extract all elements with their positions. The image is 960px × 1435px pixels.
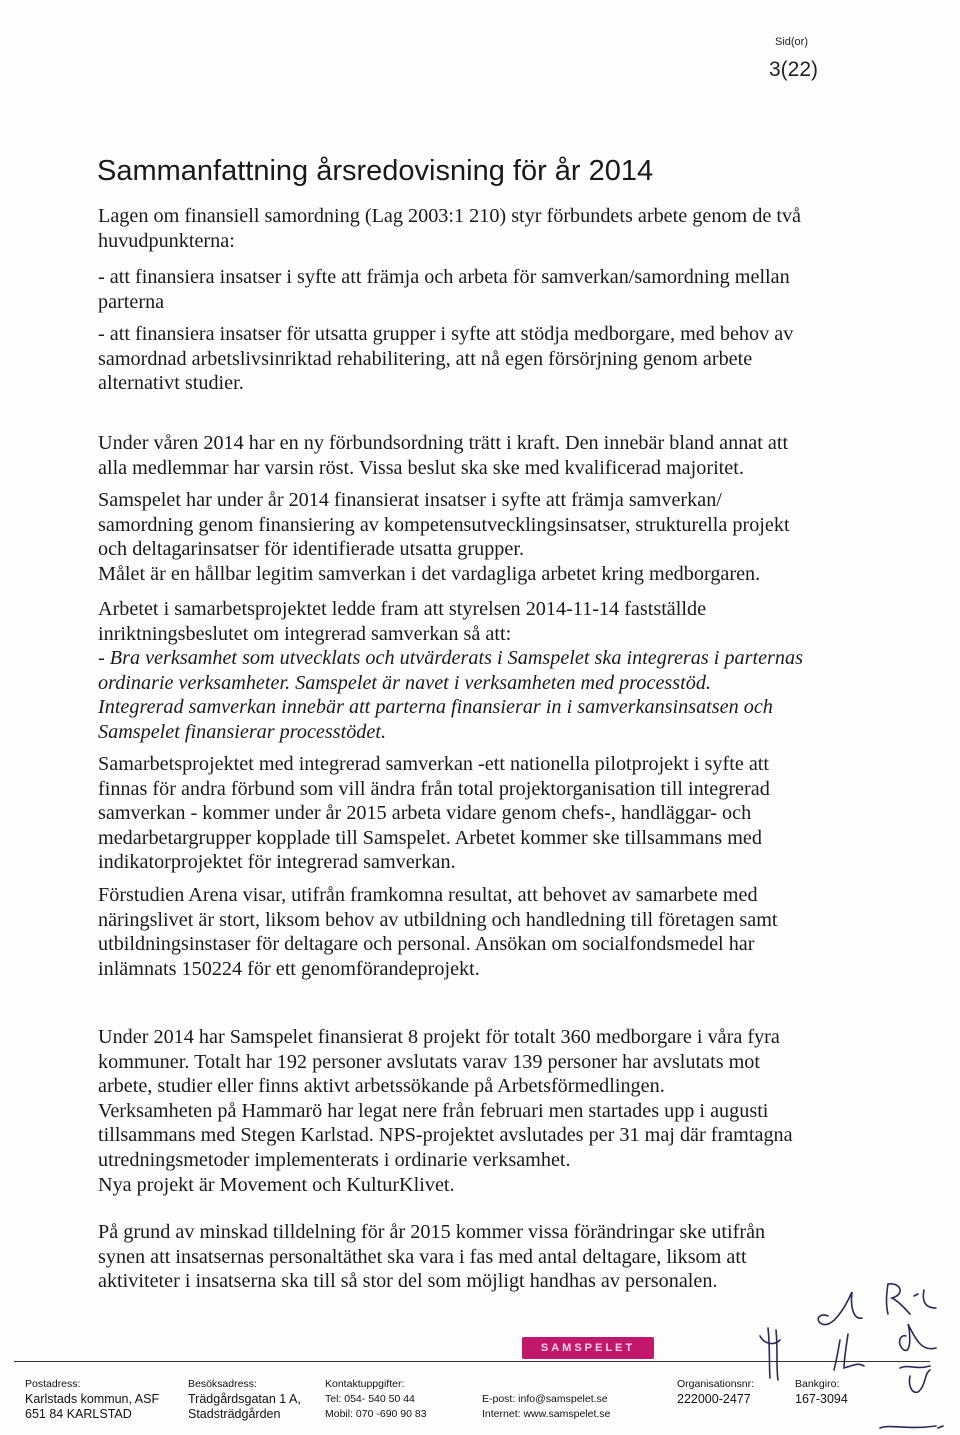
paragraph-ordinance: Under våren 2014 har en ny förbundsordning trätt i kraft. Den innebär bland annat att alla medlemmar har varsin röst. Vissa beslut ska ske med kvalificerad majoritet. [98,432,789,479]
footer-internet: Internet: www.samspelet.se [482,1408,611,1420]
footer-org [677,1377,754,1407]
visit-line-1: Trädgårdsgatan 1 A, [188,1392,301,1406]
paragraph-changes: På grund av minskad tilldelning för år 2015 kommer vissa förändringar ske utifrån synen att insatsernas personaltäthet ska vara i fas med antal deltagare, liksom att aktiviteter i insatserna ska till så stor del som möjligt handhas av personalen. [98,1221,766,1293]
contact-label: Kontaktuppgifter: [325,1378,405,1390]
contact-phone: Tel: 054- 540 50 44 [325,1393,415,1405]
footer-web [482,1377,610,1422]
visit-line-2: Stadsträdgården [188,1407,281,1421]
visit-label: Besöksadress: [188,1378,257,1390]
paragraph-point-1: - att finansiera insatser i syfte att främja och arbeta för samverkan/samordning mellan parterna [98,266,790,313]
postal-label: Postadress: [25,1378,81,1390]
paragraph-point-2: - att finansiera insatser för utsatta grupper i syfte att stödja medborgare, med behov av samordnad arbetslivsinriktad rehabilitering, att nå egen försörjning genom arbete alternativt studier. [98,323,794,395]
logo-text: SAMSPELET [540,1342,636,1354]
footer-email: E-post: info@samspelet.se [482,1393,608,1405]
bank-value: 167-3094 [795,1392,848,1406]
samspelet-logo [522,1337,654,1359]
bank-label: Bankgiro: [795,1378,840,1390]
contact-mobile: Mobil: 070 -690 90 83 [325,1408,427,1420]
paragraph-law: Lagen om finansiell samordning (Lag 2003:1 210) styr förbundets arbete genom de två huvudpunkterna: [98,205,802,252]
footer-postal [25,1377,159,1422]
document-title: Sammanfattning årsredovisning för år 2014 [97,155,654,187]
footer-contact [325,1377,427,1422]
paragraph-projects: Under 2014 har Samspelet finansierat 8 projekt för totalt 360 medborgare i våra fyra kommuner. Totalt har 192 personer avslutats varav 139 personer har avslutats mot arbete, studier eller finns aktivt arbetssökande på Arbetsförmedlingen. Verksamheten på Hammarö har legat nere från februari men startades upp i augusti tillsammans med Stegen Karlstad. NPS-projektet avslutades per 31 maj där framtagna utredningsmetoder implementerats i ordinarie verksamhet. Nya projekt är Movement och KulturKlivet. [98,1026,793,1196]
paragraph-arena: Förstudien Arena visar, utifrån framkomna resultat, att behovet av samarbete med näringslivet är stort, liksom behov av utbildning och handledning till företagen samt utbildningsinstaser för deltagare och personal. Ansökan om socialfondsmedel har inlämnats 150224 för ett genomförandeprojekt. [98,884,778,980]
footer-rule [14,1361,930,1362]
page-number: 3(22) [768,58,818,81]
paragraph-financed: Samspelet har under år 2014 finansierat insatser i syfte att främja samverkan/ samordning genom finansiering av kompetensutvecklingsinsatser, strukturella projekt och deltagarinsatser för identifierade utsatta grupper. Målet är en hållbar legitim samverkan i det vardagliga arbetet kring medborgaren. [98,489,790,585]
paragraph-decision: Arbetet i samarbetsprojektet ledde fram att styrelsen 2014-11-14 fastställde inriktningsbeslutet om integrerad samverkan så att: [98,598,707,645]
postal-line-2: 651 84 KARLSTAD [25,1407,132,1421]
footer-visit [188,1377,301,1422]
org-value: 222000-2477 [677,1392,751,1406]
postal-line-1: Karlstads kommun, ASF [25,1392,160,1406]
handwritten-signatures [740,1270,955,1435]
paragraph-integrated: Samarbetsprojektet med integrerad samverkan -ett nationella pilotprojekt i syfte att finnas för andra förbund som vill ändra från total projektorganisation till integrerad samverkan - kommer under år 2015 arbeta vidare genom chefs-, handläggar- och medarbetargrupper kopplade till Samspelet. Arbetet kommer ske tillsammans med indikatorprojektet för integrerad samverkan. [98,753,770,874]
page-label: Sid(or) [774,36,808,48]
footer-bank [795,1377,848,1407]
paragraph-decision-italic: - Bra verksamhet som utvecklats och utvärderats i Samspelet ska integreras i parternas ordinarie verksamheter. Samspelet är navet i verksamheten med processtöd. Integrerad samverkan innebär att parterna finansierar in i samverkansinsatsen och Samspelet finansierar processtödet. [98,647,803,743]
org-label: Organisationsnr: [677,1378,755,1390]
